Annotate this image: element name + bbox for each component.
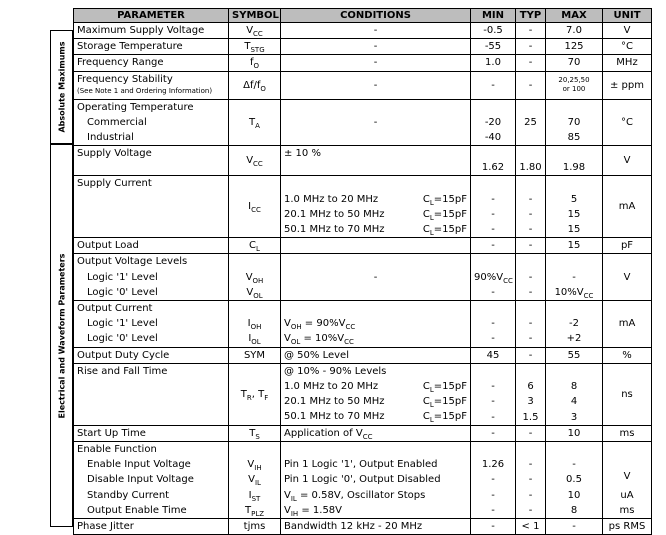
spec-table bbox=[73, 8, 652, 535]
header-row bbox=[74, 9, 652, 23]
table-row: Maximum Supply Voltage $V_{CC}$ - -0.5 - 7.0 V bbox=[74, 23, 652, 39]
table-row: Rise and Fall Time $T_R$, $T_F$ @ 10% - 90% Levels 1.0 MHz to 20 MHz $C_L=15pF$ 20.1 MHz to 50 MHz $C_L=15pF$ 50.1 MHz to 70 MHz $C_L=15pF$ - - - 6 3 1.5 8 4 3 ns bbox=[74, 363, 652, 425]
table-row: Start Up Time $T_S$ Application of $V_{CC}$ - - 10 ms bbox=[74, 425, 652, 441]
col-max: MAX bbox=[546, 9, 603, 23]
table-row: Supply Voltage $V_{CC}$ ± 10 % 1.62 1.80 1.98 V bbox=[74, 146, 652, 176]
col-conditions: CONDITIONS bbox=[281, 9, 471, 23]
table-row: Supply Current $I_{CC}$ 1.0 MHz to 20 MHz $C_L=15pF$ 20.1 MHz to 50 MHz $C_L=15pF$ 50.1 MHz to 70 MHz $C_L=15pF$ - - - - - - 5 15 15 mA bbox=[74, 176, 652, 238]
table-row: Output Current Logic '1' Level Logic '0' Level $I_{OH}$ $I_{OL}$ $V_{OH} = 90\%V_{CC}$ $V_{OL} = 10\%V_{CC}$ - - - - -2 +2 mA bbox=[74, 301, 652, 348]
table-row: Storage Temperature $T_{STG}$ - -55 - 125 °C bbox=[74, 39, 652, 55]
table-row: Phase Jitter tjms Bandwidth 12 kHz - 20 MHz - < 1 - ps RMS bbox=[74, 519, 652, 535]
table-row: Output Load $C_L$ - - 15 pF bbox=[74, 238, 652, 254]
table-row: Output Duty Cycle SYM @ 50% Level 45 - 55 % bbox=[74, 347, 652, 363]
table-row: Frequency Range $f_O$ - 1.0 - 70 MHz bbox=[74, 55, 652, 71]
table-row: Frequency Stability (See Note 1 and Ordering Information) $\Delta f/f_O$ - - - 20,25,50 or 100 ± ppm bbox=[74, 71, 652, 99]
table-row: Output Voltage Levels Logic '1' Level Logic '0' Level $V_{OH}$ $V_{OL}$ - $90\%V_{CC}$ - - - - $10\%V_{CC}$ V bbox=[74, 254, 652, 301]
table-row: Operating Temperature Commercial Industrial $T_A$ - -20 -40 25 70 85 °C bbox=[74, 99, 652, 146]
spec-sheet bbox=[50, 8, 651, 533]
electrical-parameters-label: Electrical and Waveform Parameters bbox=[50, 144, 73, 527]
absolute-maximums-label: Absolute Maximums bbox=[50, 30, 73, 144]
col-min: MIN bbox=[471, 9, 516, 23]
col-parameter: PARAMETER bbox=[74, 9, 229, 23]
table-row: Enable Function Enable Input Voltage Disable Input Voltage Standby Current Output Enable Time $V_{IH}$ $V_{IL}$ $I_{ST}$ $T_{PLZ}$ Pin 1 Logic '1', Output Enabled Pin 1 Logic '0', Output Disabled $V_{IL} = 0.58V$, Oscillator Stops $V_{IH} = 1.58V$ 1.26 - - - - - - - - 0.5 10 8 V uA ms bbox=[74, 442, 652, 519]
col-symbol: SYMBOL bbox=[229, 9, 281, 23]
col-unit: UNIT bbox=[603, 9, 652, 23]
col-typ: TYP bbox=[516, 9, 546, 23]
